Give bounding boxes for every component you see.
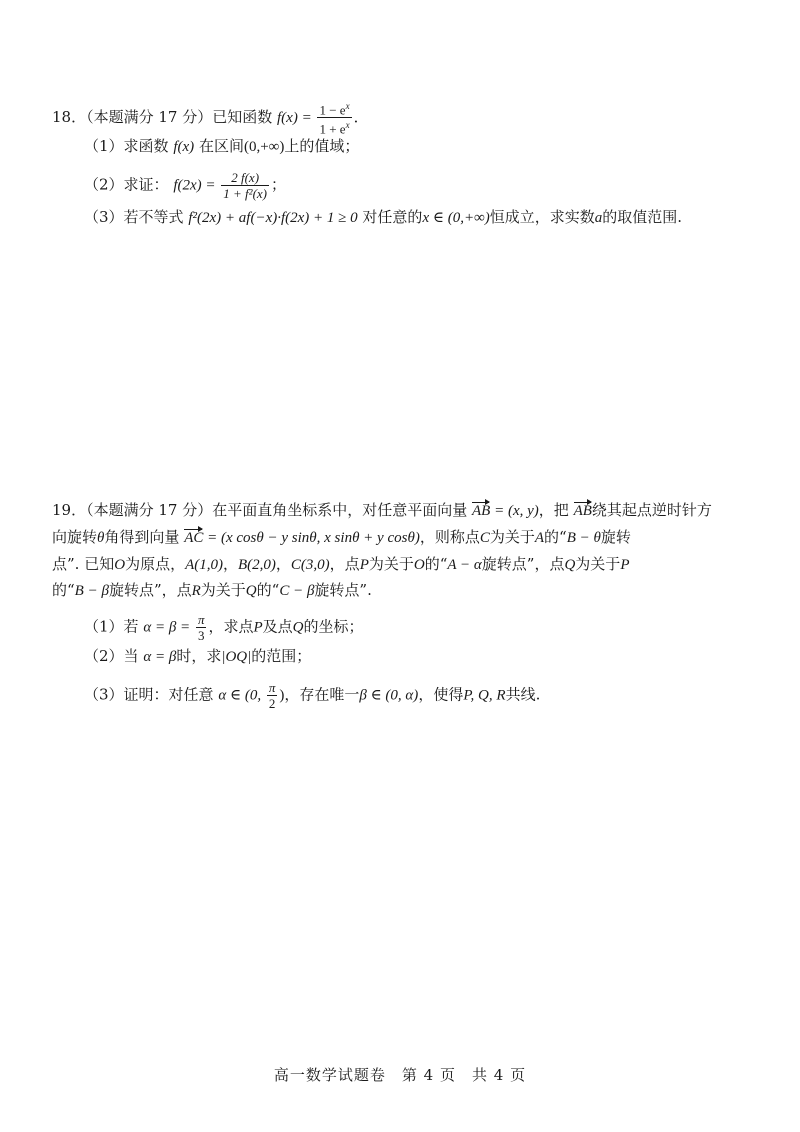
q18-fraction: $\frac{1 - e^x}{1 + e^x}$ <box>319 101 350 137</box>
q19-line4: 的“B − β旋转点”，点R为关于Q的“C − β旋转点”. <box>52 581 372 599</box>
q19-line2: 向旋转θ角得到向量 AC = (x cosθ − y sinθ, x sinθ + y cosθ)，则称点C为关于A的“B − θ旋转 <box>52 528 631 546</box>
q18-part2: （2）求证： f(2x) = $\frac{2 f(x)}{\text{1 + f²(x)}}$ ； <box>84 170 287 201</box>
q18-part2-fraction: $\frac{2 f(x)}{\text{1 + f²(x)}}$ <box>223 170 267 201</box>
q18-part3: （3）若不等式 f²(2x) + af(−x)·f(2x) + 1 ≥ 0 对任意的x ∈ (0,+∞)恒成立，求实数a的取值范围. <box>84 208 683 226</box>
q18-part1: （1）求函数 f(x) 在区间(0,+∞)上的值域； <box>84 137 360 155</box>
q19-line3: 点”. 已知O为原点，A(1,0)，B(2,0)，C(3,0)，点P为关于O的“A − α旋转点”，点Q为关于P <box>52 555 630 573</box>
q18-stem: 18．（本题满分 17 分）已知函数 f(x) = $\frac{1 - e^x}{1 + e^x}$ ． <box>52 101 369 137</box>
q18-number: 18． <box>52 107 87 126</box>
q19-part1-fraction: $\frac{\pi}{3}$ <box>197 612 205 643</box>
page-footer: 高一数学试题卷 第 4 页 共 4 页 <box>273 1066 527 1084</box>
q19-part3-fraction: $\frac{\pi}{2}$ <box>268 680 276 711</box>
q19-line1: 19．（本题满分 17 分）在平面直角坐标系中，对任意平面向量 AB = (x, y)，把 AB绕其起点逆时针方 <box>52 501 712 519</box>
q19-part2: （2）当 α = β时，求|OQ|的范围； <box>84 647 312 665</box>
q18-score: （本题满分 17 分） <box>86 107 213 126</box>
q19-score: （本题满分 17 分） <box>86 501 213 519</box>
q19-part1: （1）若 α = β = $\frac{\pi}{3}$ ，求点P及点Q的坐标； <box>84 612 364 643</box>
q19-number: 19． <box>52 501 87 519</box>
q19-part3: （3）证明：对任意 α ∈ (0, $\frac{\pi}{2}$ )，存在唯一β ∈ (0, α)，使得P, Q, R共线. <box>84 680 541 711</box>
